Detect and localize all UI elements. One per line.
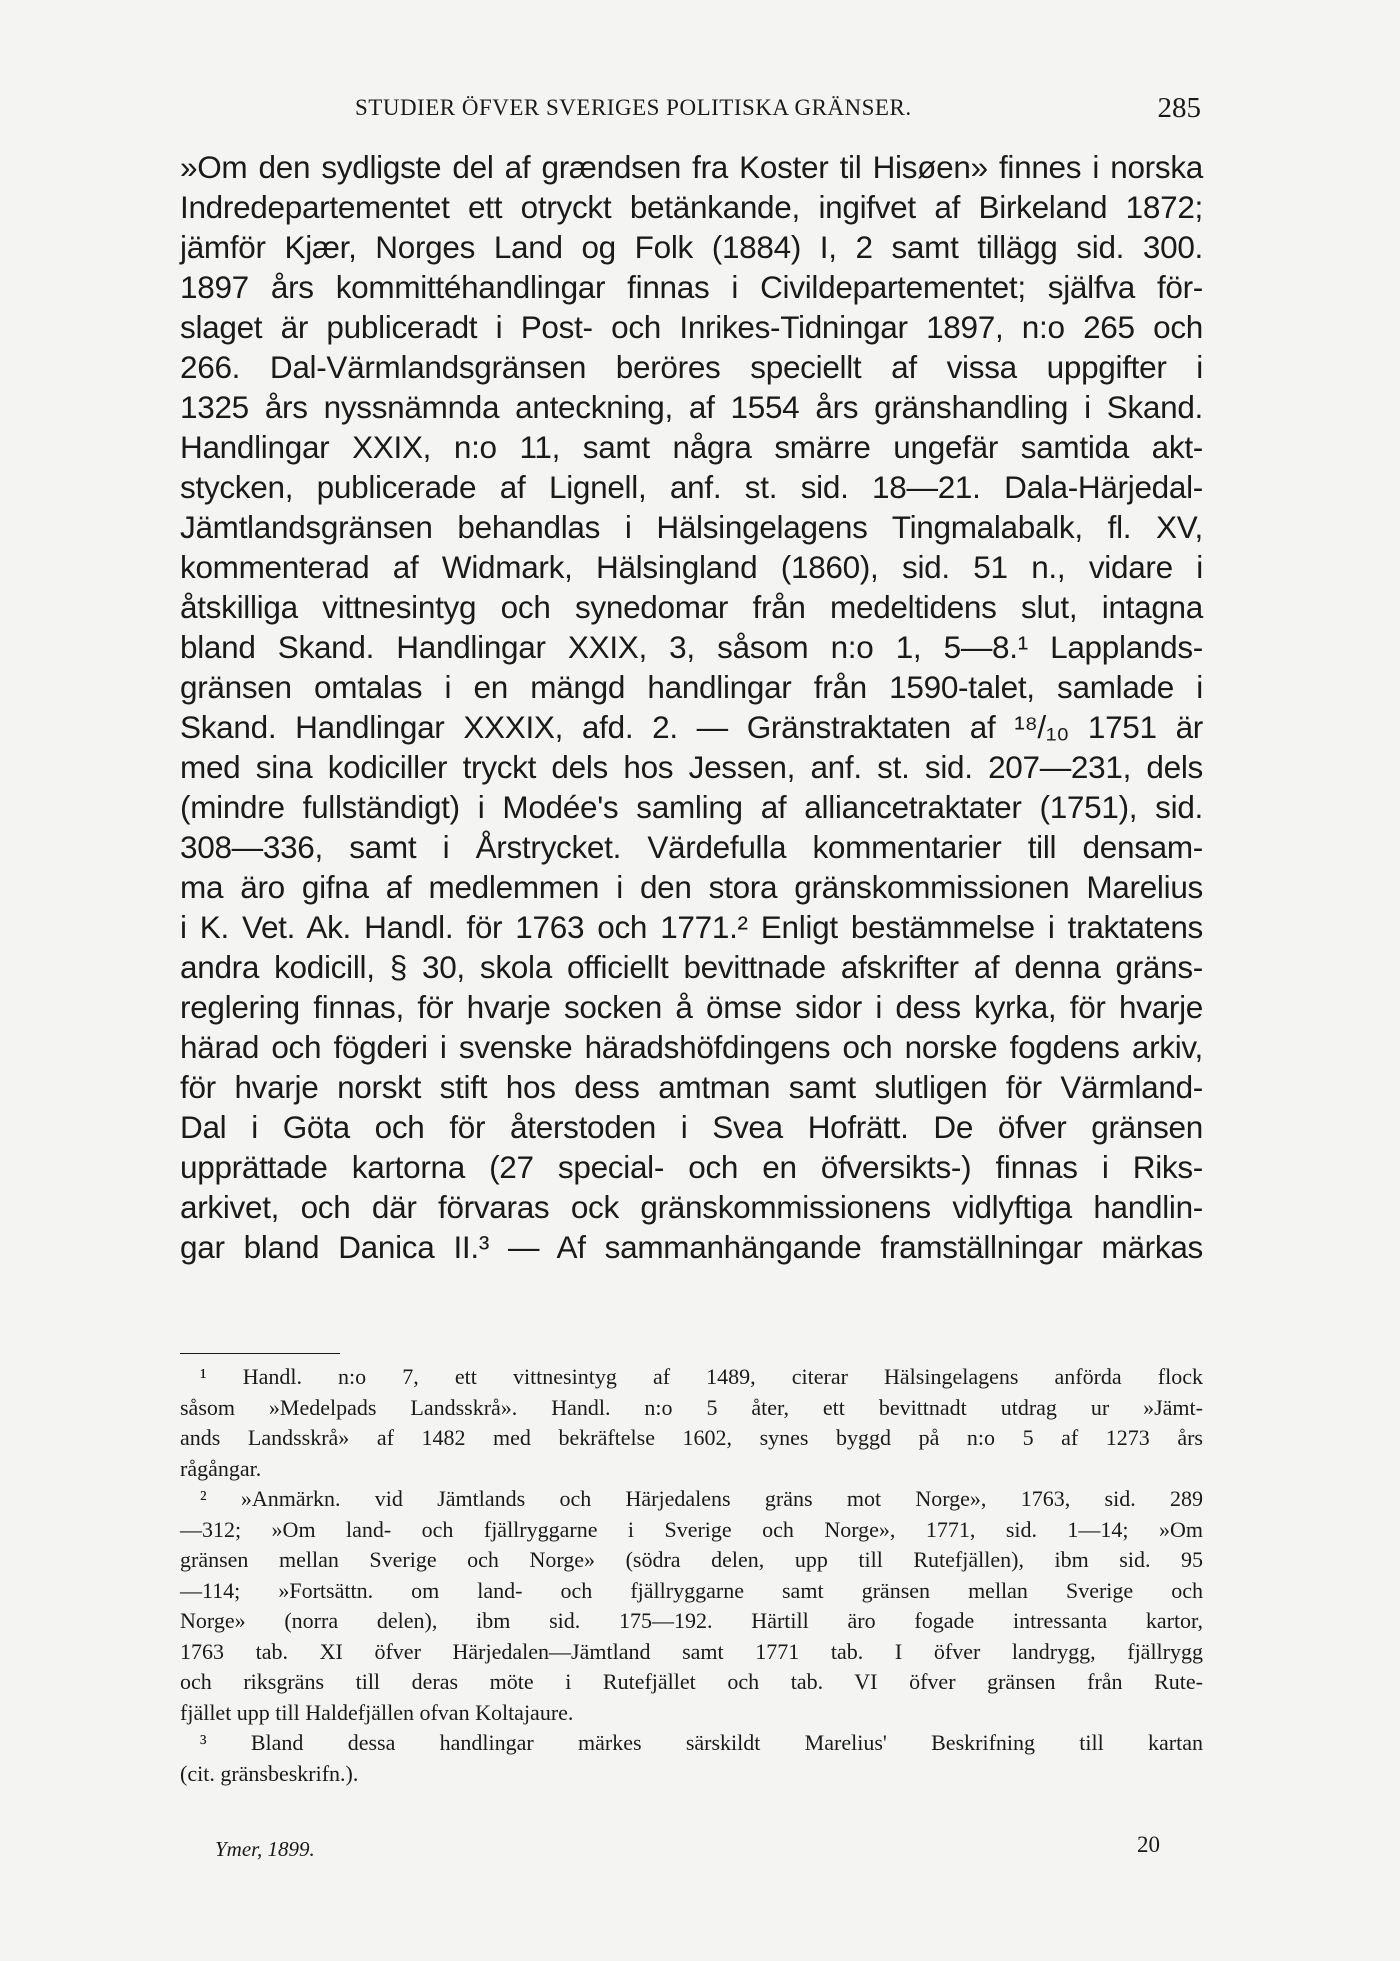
footnote-line: —114; »Fortsättn. om land- och fjällryggarne samt gränsen mellan Sverige och: [180, 1577, 1203, 1603]
body-line: bland Skand. Handlingar XXIX, 3, såsom n:o 1, 5—8.¹ Lapplands-: [180, 629, 1203, 665]
body-line: andra kodicill, § 30, skola officiellt bevittnade afskrifter af denna gräns-: [180, 949, 1203, 985]
body-line: Skand. Handlingar XXXIX, afd. 2. — Gränstraktaten af ¹⁸/₁₀ 1751 är: [180, 709, 1203, 745]
body-line: jämför Kjær, Norges Land og Folk (1884) I, 2 samt tillägg sid. 300.: [180, 229, 1203, 265]
body-line: 1325 års nyssnämnda anteckning, af 1554 års gränshandling i Skand.: [180, 389, 1203, 425]
footnote-line: 1763 tab. XI öfver Härjedalen—Jämtland samt 1771 tab. I öfver landrygg, fjällrygg: [180, 1638, 1203, 1664]
body-line: Handlingar XXIX, n:o 11, samt några smärre ungefär samtida akt-: [180, 429, 1203, 465]
footnote-line: gränsen mellan Sverige och Norge» (södra delen, upp till Rutefjällen), ibm sid. 95: [180, 1547, 1203, 1572]
footnote-line: rågångar.: [180, 1455, 262, 1481]
footnote-line: och riksgräns till deras möte i Rutefjället och tab. VI öfver gränsen från Rute-: [180, 1669, 1203, 1694]
body-line: »Om den sydligste del af grændsen fra Koster til Hisøen» finnes i norska: [180, 149, 1203, 185]
body-line: Jämtlandsgränsen behandlas i Hälsingelagens Tingmalabalk, fl. XV,: [180, 509, 1203, 545]
footnote-line: såsom »Medelpads Landsskrå». Handl. n:o 5 åter, ett bevittnadt utdrag ur »Jämt-: [180, 1394, 1203, 1420]
body-line: ma äro gifna af medlemmen i den stora gränskommissionen Marelius: [180, 869, 1203, 905]
footnote-line: (cit. gränsbeskrifn.).: [180, 1760, 359, 1786]
footnote-line: fjället upp till Haldefjällen ofvan Koltajaure.: [180, 1699, 574, 1725]
body-line: arkivet, och där förvaras ock gränskommissionens vidlyftiga handlin-: [180, 1189, 1203, 1225]
body-line: (mindre fullständigt) i Modée's samling af alliancetraktater (1751), sid.: [180, 789, 1203, 825]
body-line: åtskilliga vittnesintyg och synedomar från medeltidens slut, intagna: [180, 589, 1203, 625]
footnote-line: ¹ Handl. n:o 7, ett vittnesintyg af 1489, citerar Hälsingelagens anförda flock: [200, 1364, 1203, 1389]
body-line: upprättade kartorna (27 special- och en öfversikts-) finnas i Riks-: [180, 1149, 1203, 1185]
footnote-line: ands Landsskrå» af 1482 med bekräftelse 1602, synes byggd på n:o 5 af 1273 års: [180, 1425, 1203, 1450]
body-line: gränsen omtalas i en mängd handlingar från 1590-talet, samlade i: [180, 669, 1203, 705]
body-line: stycken, publicerade af Lignell, anf. st. sid. 18—21. Dala-Härjedal-: [180, 469, 1203, 505]
footnotes: [180, 1362, 1203, 1789]
running-title: STUDIER ÖFVER SVERIGES POLITISKA GRÄNSER.: [355, 95, 912, 120]
journal-signature: Ymer, 1899.: [215, 1837, 315, 1861]
body-line: reglering finnas, för hvarje socken å ömse sidor i dess kyrka, för hvarje: [180, 989, 1203, 1025]
body-line: 308—336, samt i Årstrycket. Värdefulla kommentarier till densam-: [180, 829, 1203, 865]
page-number: 285: [1157, 92, 1201, 124]
footnote-line: ³ Bland dessa handlingar märkes särskildt Marelius' Beskrifning till kartan: [200, 1730, 1203, 1755]
body-line: i K. Vet. Ak. Handl. för 1763 och 1771.² Enligt bestämmelse i traktatens: [180, 909, 1203, 945]
body-line: 1897 års kommittéhandlingar finnas i Civildepartementet; själfva för-: [180, 269, 1203, 305]
body-line: kommenterad af Widmark, Hälsingland (1860), sid. 51 n., vidare i: [180, 549, 1203, 585]
body-line: Dal i Göta och för återstoden i Svea Hofrätt. De öfver gränsen: [180, 1109, 1203, 1145]
footnote-divider: [180, 1353, 340, 1354]
body-line: gar bland Danica II.³ — Af sammanhängande framställningar märkas: [180, 1229, 1203, 1265]
body-line: härad och fögderi i svenske häradshöfdingens och norske fogdens arkiv,: [180, 1029, 1203, 1065]
body-line: 266. Dal-Värmlandsgränsen beröres speciellt af vissa uppgifter i: [180, 349, 1203, 385]
running-header: [355, 92, 1201, 135]
footnote-line: —312; »Om land- och fjällryggarne i Sverige och Norge», 1771, sid. 1—14; »Om: [180, 1516, 1203, 1542]
body-line: med sina kodiciller tryckt dels hos Jessen, anf. st. sid. 207—231, dels: [180, 749, 1203, 785]
body-text: [180, 147, 1203, 1267]
body-line: Indredepartementet ett otryckt betänkande, ingifvet af Birkeland 1872;: [180, 189, 1203, 225]
sheet-number: 20: [1137, 1832, 1160, 1857]
body-line: slaget är publiceradt i Post- och Inrikes-Tidningar 1897, n:o 265 och: [180, 309, 1203, 345]
footnote-line: Norge» (norra delen), ibm sid. 175—192. Härtill äro fogade intressanta kartor,: [180, 1608, 1203, 1633]
footnote-line: ² »Anmärkn. vid Jämtlands och Härjedalens gräns mot Norge», 1763, sid. 289: [200, 1486, 1203, 1511]
body-line: för hvarje norskt stift hos dess amtman samt slutligen för Värmland-: [180, 1069, 1203, 1105]
